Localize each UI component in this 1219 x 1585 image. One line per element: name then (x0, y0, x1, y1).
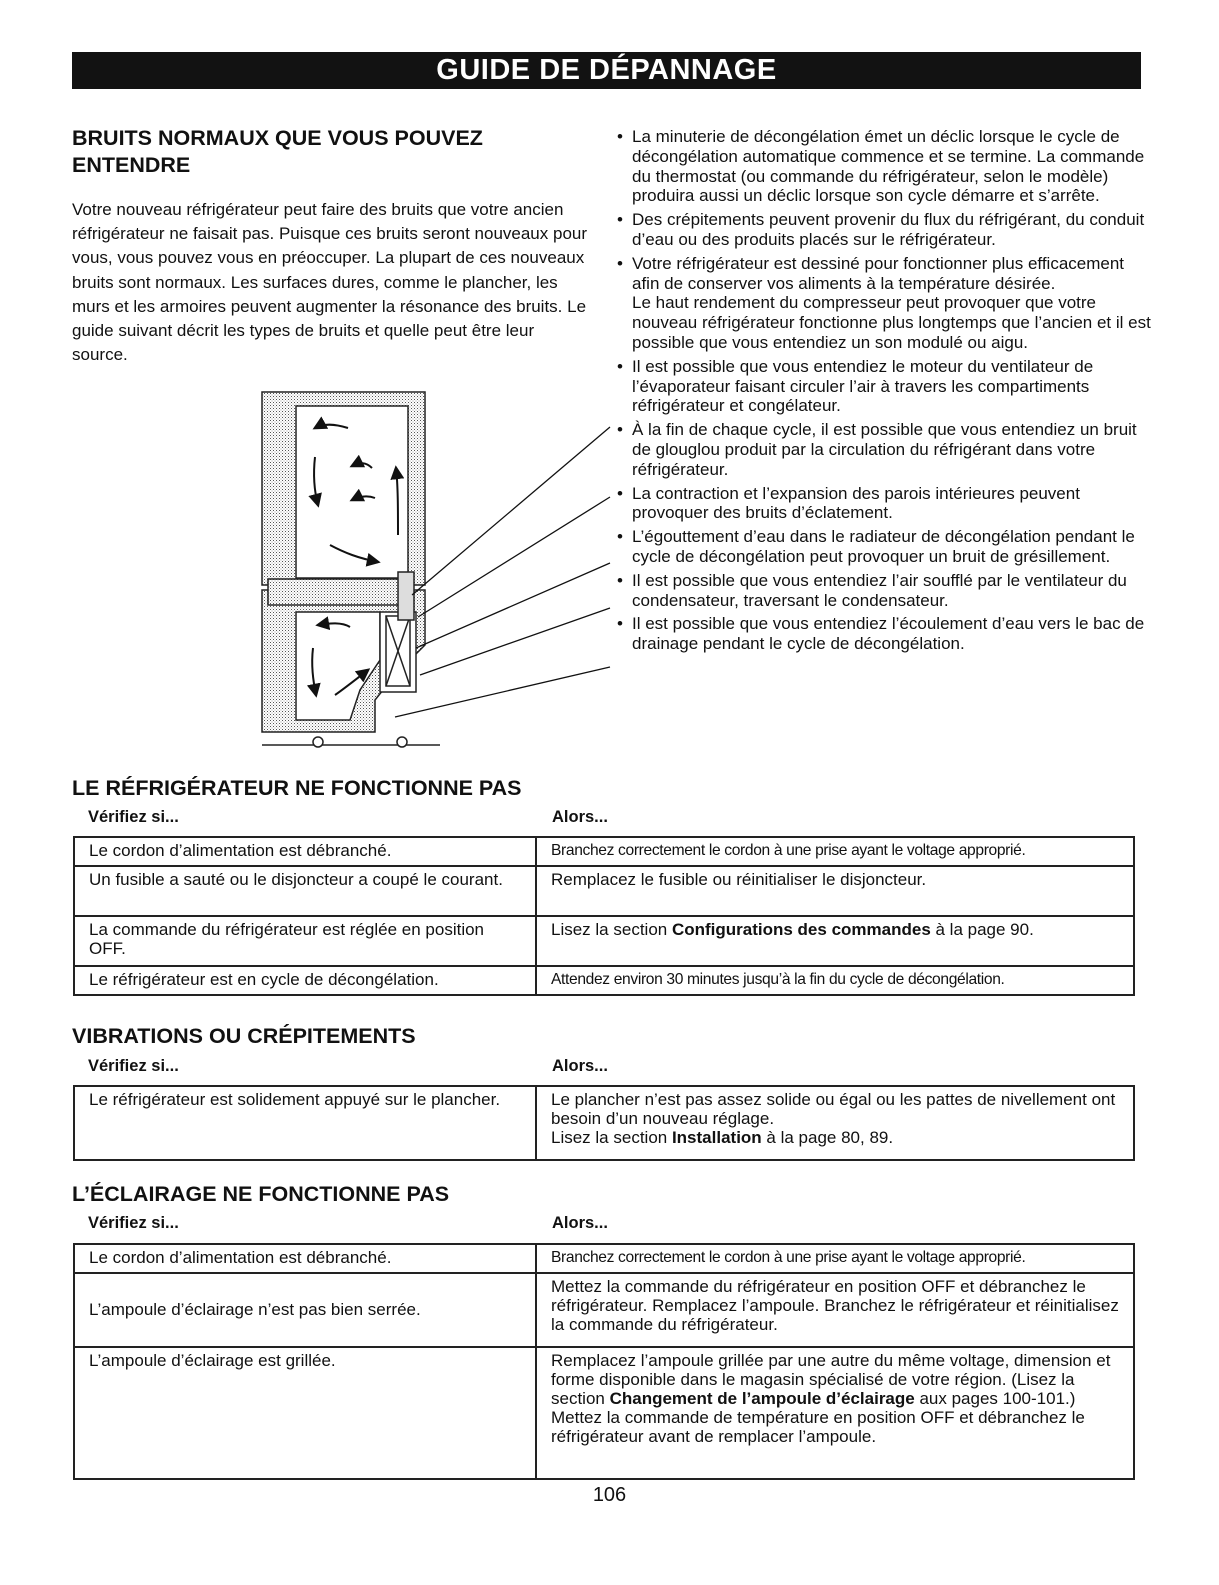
then-cell: Attendez environ 30 minutes jusqu’à la fin du cycle de décongélation. (536, 966, 1134, 995)
troubleshooting-table (73, 1085, 1135, 1161)
column-header-then: Alors... (552, 808, 608, 826)
then-cell: Branchez correctement le cordon à une prise ayant le voltage approprié. (536, 837, 1134, 866)
table-row (74, 1086, 1134, 1160)
then-cell: Lisez la section Configurations des commandes à la page 90. (536, 916, 1134, 966)
list-item: • Votre réfrigérateur est dessiné pour fonctionner plus efficacement afin de conserver vos aliments à la température désirée. Le haut rendement du compresseur peut provoquer que votre nouveau réfrigérateur fonctionne plus longtemps que l’ancien et il est possible que vous entendiez un son modulé ou aigu. (612, 254, 1152, 353)
table-row (74, 1273, 1134, 1347)
list-item: • Des crépitements peuvent provenir du flux du réfrigérant, du conduit d’eau ou des produits placés sur le réfrigérateur. (612, 210, 1152, 250)
check-cell: Le réfrigérateur est solidement appuyé sur le plancher. (74, 1086, 536, 1160)
list-item: • Il est possible que vous entendiez l’écoulement d’eau vers le bac de drainage pendant le cycle de décongélation. (612, 614, 1152, 654)
bullet-extra: Le haut rendement du compresseur peut provoquer que votre nouveau réfrigérateur fonctionne plus longtemps que l’ancien et il est possible que vous entendiez un son modulé ou aigu. (632, 293, 1151, 352)
table-row (74, 1244, 1134, 1273)
list-item: • La minuterie de décongélation émet un déclic lorsque le cycle de décongélation automatique commence et se termine. La commande du thermostat (ou commande du réfrigérateur, selon le modèle) produira aussi un déclic lorsque son cycle démarre et s’arrête. (612, 127, 1152, 206)
table-row (74, 837, 1134, 866)
page-number: 106 (592, 1484, 627, 1506)
table-row (74, 916, 1134, 966)
troubleshooting-table (73, 836, 1135, 996)
column-header-check: Vérifiez si... (88, 1057, 179, 1075)
section-title: LE RÉFRIGÉRATEUR NE FONCTIONNE PAS (72, 776, 522, 800)
list-item: • La contraction et l’expansion des parois intérieures peuvent provoquer des bruits d’éclatement. (612, 484, 1152, 524)
check-cell: L’ampoule d’éclairage n’est pas bien serrée. (74, 1273, 536, 1347)
page-banner: GUIDE DE DÉPANNAGE (72, 52, 1141, 89)
list-item: • Il est possible que vous entendiez le moteur du ventilateur de l’évaporateur faisant circuler l’air à travers les compartiments réfrigérateur et congélateur. (612, 357, 1152, 416)
check-cell: Le réfrigérateur est en cycle de décongélation. (74, 966, 536, 995)
list-item: • Il est possible que vous entendiez l’air soufflé par le ventilateur du condensateur, traversant le condensateur. (612, 571, 1152, 611)
check-cell: L’ampoule d’éclairage est grillée. (74, 1347, 536, 1479)
list-item: • À la fin de chaque cycle, il est possible que vous entendiez un bruit de glouglou produit par la circulation du réfrigérant dans votre réfrigérateur. (612, 420, 1152, 479)
then-cell: Branchez correctement le cordon à une prise ayant le voltage approprié. (536, 1244, 1134, 1273)
check-cell: La commande du réfrigérateur est réglée en position OFF. (74, 916, 536, 966)
noises-intro: Votre nouveau réfrigérateur peut faire des bruits que votre ancien réfrigérateur ne faisait pas. Puisque ces bruits seront nouveaux pour vous, vous pouvez vous en préoccuper. La plupart de ces nouveaux bruits sont normaux. Les surfaces dures, comme le plancher, les murs et les armoires peuvent augmenter la résonance des bruits. Le guide suivant décrit les types de bruits et quelle peut être leur source. (72, 200, 588, 365)
check-cell: Le cordon d’alimentation est débranché. (74, 837, 536, 866)
then-cell: Le plancher n’est pas assez solide ou égal ou les pattes de nivellement ont besoin d’un nouveau réglage. Lisez la section Installation à la page 80, 89. (536, 1086, 1134, 1160)
troubleshooting-table (73, 1243, 1135, 1480)
section-title: VIBRATIONS OU CRÉPITEMENTS (72, 1024, 416, 1048)
table-row (74, 866, 1134, 916)
then-cell: Remplacez le fusible ou réinitialiser le disjoncteur. (536, 866, 1134, 916)
table-row (74, 1347, 1134, 1479)
column-header-check: Vérifiez si... (88, 1214, 179, 1232)
table-row (74, 966, 1134, 995)
noises-title: BRUITS NORMAUX QUE VOUS POUVEZ ENTENDRE (72, 126, 483, 177)
column-header-then: Alors... (552, 1214, 608, 1232)
then-cell: Remplacez l’ampoule grillée par une autre du même voltage, dimension et forme disponible dans le magasin spécialisé de votre région. (Lisez la section Changement de l’ampoule d’éclairage aux pages 100-101.) Mettez la commande de température en position OFF et débranchez le réfrigérateur avant de remplacer l’ampoule. (536, 1347, 1134, 1479)
list-item: • L’égouttement d’eau dans le radiateur de décongélation pendant le cycle de décongélation peut provoquer un bruit de grésillement. (612, 527, 1152, 567)
check-cell: Un fusible a sauté ou le disjoncteur a coupé le courant. (74, 866, 536, 916)
column-header-check: Vérifiez si... (88, 808, 179, 826)
then-cell: Mettez la commande du réfrigérateur en position OFF et débranchez le réfrigérateur. Remplacez l’ampoule. Branchez le réfrigérateur et réinitialisez la commande du réfrigérateur. (536, 1273, 1134, 1347)
check-cell: Le cordon d’alimentation est débranché. (74, 1244, 536, 1273)
column-header-then: Alors... (552, 1057, 608, 1075)
section-title: L’ÉCLAIRAGE NE FONCTIONNE PAS (72, 1182, 450, 1206)
fridge-cutaway-illustration (0, 0, 1219, 760)
